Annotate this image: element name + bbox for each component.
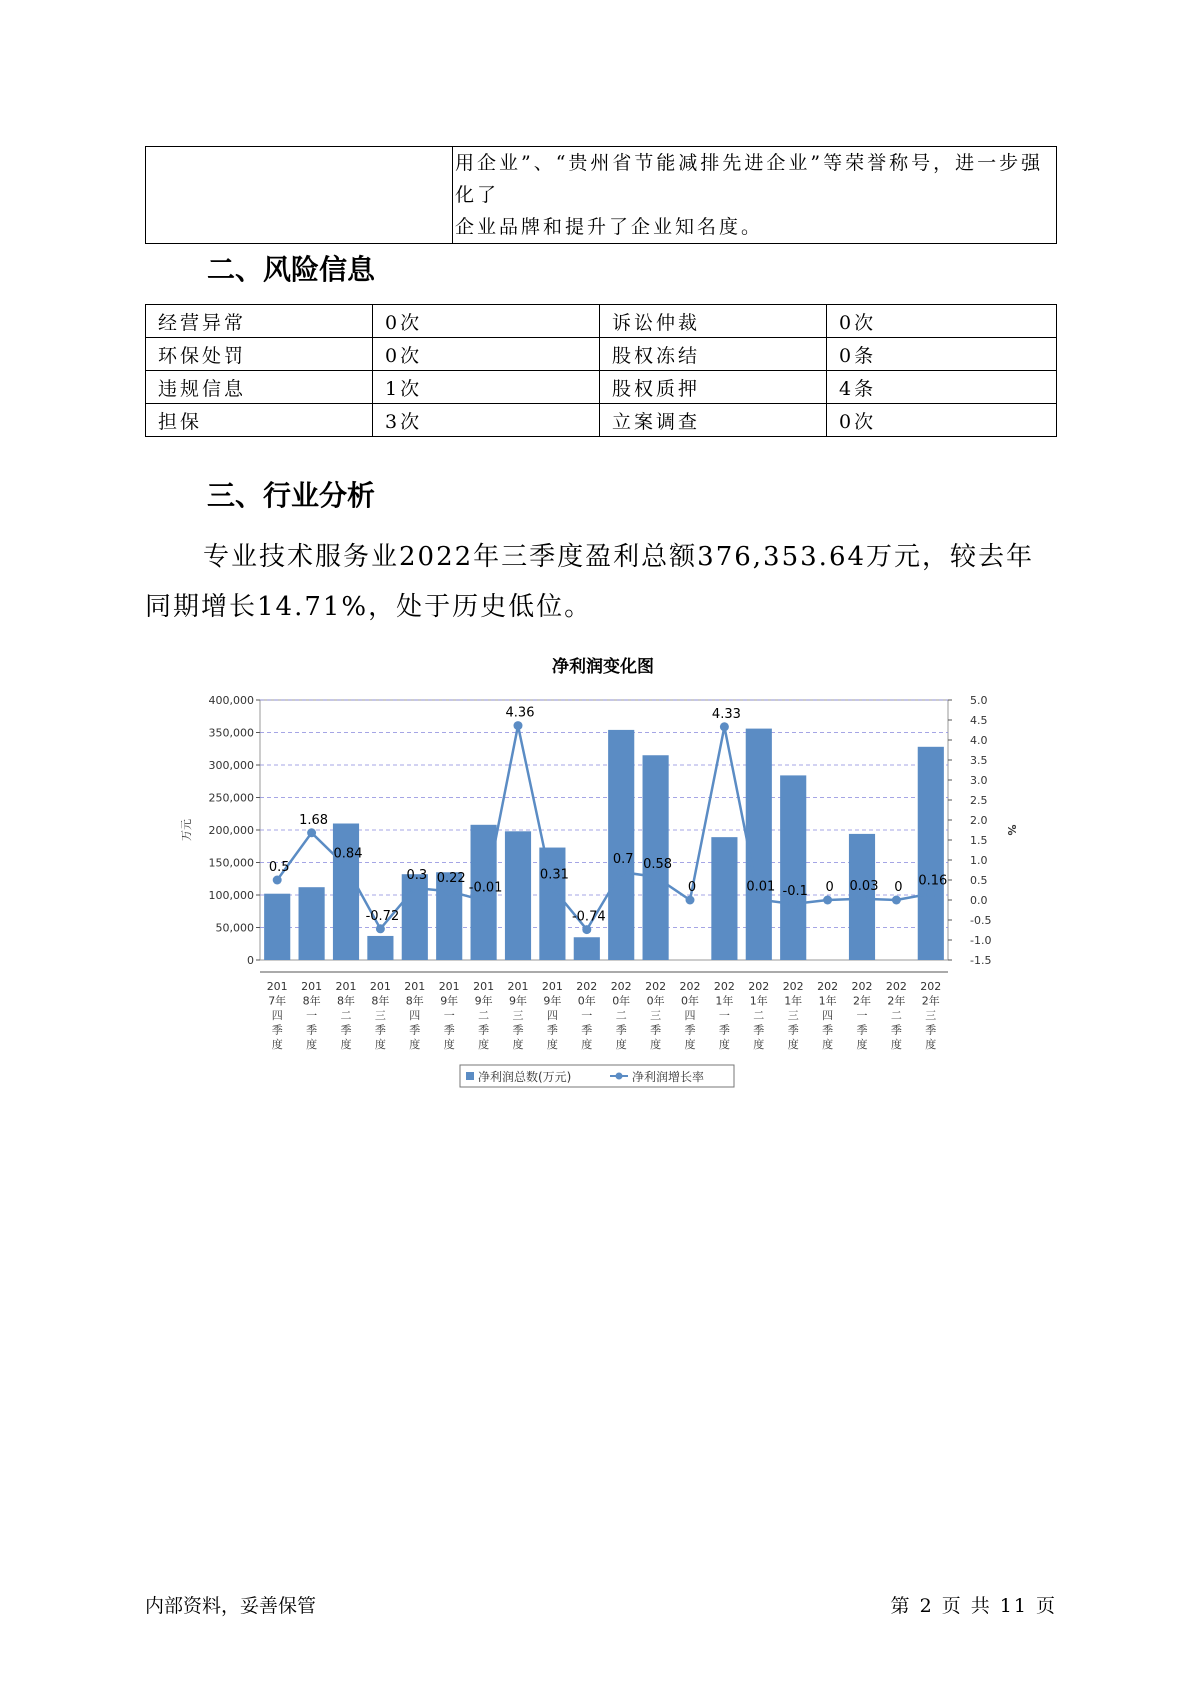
y2-tick-label: -1.5: [970, 954, 992, 967]
y2-tick-label: 3.0: [970, 774, 988, 787]
growth-label: 0.03: [849, 878, 879, 894]
x-tick-label: 201 8年三季度: [369, 980, 391, 1051]
risk-cell: 立案调查: [600, 404, 827, 437]
growth-point: [789, 900, 798, 909]
growth-point: [307, 828, 316, 837]
risk-heading: 二、风险信息: [207, 253, 376, 286]
chart-legend: [460, 1065, 734, 1087]
chart-line: [269, 706, 947, 935]
y2-tick-label: 2.5: [970, 794, 988, 807]
risk-cell: 0次: [373, 305, 600, 338]
risk-cell: 违规信息: [146, 371, 373, 404]
net-profit-chart: [178, 650, 1028, 1110]
chart-axes: [180, 694, 1018, 1051]
risk-row: [146, 404, 1057, 437]
y-tick-label: 150,000: [208, 856, 254, 870]
y2-tick-label: 1.0: [970, 854, 988, 867]
growth-point: [892, 896, 901, 905]
x-tick-label: 201 9年二季度: [473, 980, 495, 1051]
risk-cell: 0次: [827, 404, 1057, 437]
x-tick-label: 201 8年二季度: [335, 980, 357, 1051]
x-tick-label: 201 9年四季度: [541, 980, 563, 1051]
growth-label: 0.22: [436, 871, 466, 887]
risk-cell: 3次: [373, 404, 600, 437]
x-tick-label: 202 2年一季度: [851, 980, 873, 1051]
growth-point: [582, 925, 591, 934]
risk-row: [146, 338, 1057, 371]
x-tick-label: 202 0年二季度: [610, 980, 632, 1051]
continuation-table: [145, 146, 1057, 244]
growth-point: [445, 887, 454, 896]
chart-title: 净利润变化图: [552, 657, 654, 677]
x-tick-label: 202 1年二季度: [748, 980, 770, 1051]
y2-tick-label: 4.5: [970, 714, 988, 727]
bar: [574, 937, 600, 960]
growth-label: 1.68: [299, 812, 329, 828]
y2-tick-label: 0.0: [970, 894, 988, 907]
growth-point: [858, 894, 867, 903]
x-tick-label: 201 7年四季度: [266, 980, 288, 1051]
growth-point: [617, 868, 626, 877]
y-tick-label: 0: [247, 954, 254, 967]
bar: [746, 729, 772, 960]
risk-cell: 环保处罚: [146, 338, 373, 371]
bar: [608, 730, 634, 960]
legend-bar-label: 净利润总数(万元): [478, 1070, 572, 1084]
legend-line-marker: [616, 1073, 623, 1080]
y2-tick-label: -1.0: [970, 934, 992, 947]
growth-point: [686, 896, 695, 905]
risk-row: [146, 305, 1057, 338]
y-axis-title: 万元: [180, 819, 193, 841]
y2-tick-label: 1.5: [970, 834, 988, 847]
bar: [299, 887, 325, 960]
y2-tick-label: 4.0: [970, 734, 988, 747]
risk-cell: 诉讼仲裁: [600, 305, 827, 338]
risk-table: [145, 304, 1057, 437]
risk-row: [146, 371, 1057, 404]
bar: [505, 831, 531, 960]
continuation-empty-cell: [146, 147, 453, 244]
bar: [367, 936, 393, 960]
continuation-line-2: 企业品牌和提升了企业知名度。: [455, 216, 764, 238]
y2-tick-label: 0.5: [970, 874, 988, 887]
x-tick-label: 201 9年一季度: [438, 980, 460, 1051]
growth-label: 0.3: [406, 868, 428, 883]
footer-page-number: 第 2 页 共 11 页: [890, 1595, 1057, 1617]
growth-point: [273, 876, 282, 885]
growth-label: 0.16: [918, 873, 948, 889]
growth-label: 0.7: [612, 852, 634, 867]
growth-point: [823, 896, 832, 905]
growth-point: [926, 889, 935, 898]
x-tick-label: 201 8年四季度: [404, 980, 426, 1051]
x-tick-label: 202 0年四季度: [679, 980, 701, 1051]
industry-heading: 三、行业分析: [207, 479, 376, 512]
bar: [539, 848, 565, 960]
y-tick-label: 50,000: [215, 921, 254, 935]
risk-cell: 4条: [827, 371, 1057, 404]
x-tick-label: 202 1年一季度: [713, 980, 735, 1051]
growth-label: -0.72: [365, 908, 400, 924]
x-tick-label: 202 1年四季度: [817, 980, 839, 1051]
y-tick-label: 100,000: [208, 889, 254, 902]
bar: [711, 837, 737, 960]
bar: [780, 775, 806, 960]
bar: [918, 747, 944, 960]
growth-label: -0.74: [571, 909, 606, 925]
growth-point: [479, 896, 488, 905]
risk-cell: 经营异常: [146, 305, 373, 338]
y-tick-label: 350,000: [208, 726, 254, 740]
legend-line-label: 净利润增长率: [632, 1070, 705, 1084]
y-tick-label: 200,000: [208, 824, 254, 837]
bar: [333, 824, 359, 961]
growth-point: [651, 872, 660, 881]
risk-cell: 0条: [827, 338, 1057, 371]
chart-bars: [264, 729, 944, 960]
growth-label: 0: [894, 880, 903, 895]
risk-cell: 股权质押: [600, 371, 827, 404]
growth-point: [514, 721, 523, 730]
growth-label: 0.01: [746, 879, 776, 895]
footer-confidential: 内部资料，妥善保管: [145, 1595, 317, 1617]
x-tick-label: 202 0年三季度: [645, 980, 667, 1051]
growth-point: [548, 883, 557, 892]
x-tick-label: 202 2年二季度: [885, 980, 907, 1051]
industry-paragraph: 专业技术服务业2022年三季度盈利总额376,353.64万元，较去年同期增长14.71%，处于历史低位。: [145, 542, 1035, 622]
y2-axis-title: %: [1005, 824, 1018, 836]
y-tick-label: 400,000: [208, 694, 254, 707]
risk-cell: 1次: [373, 371, 600, 404]
bar: [264, 894, 290, 960]
growth-point: [410, 884, 419, 893]
chart-svg: [178, 650, 1028, 1110]
risk-cell: 0次: [827, 305, 1057, 338]
growth-point: [720, 722, 729, 731]
growth-label: 0.31: [539, 867, 569, 883]
growth-point: [754, 895, 763, 904]
risk-cell: 担保: [146, 404, 373, 437]
y-tick-label: 300,000: [208, 759, 254, 772]
continuation-text-cell: [453, 147, 1057, 244]
y2-tick-label: 2.0: [970, 814, 988, 827]
growth-line: [277, 726, 931, 930]
growth-point: [342, 862, 351, 871]
growth-label: 0.58: [643, 856, 673, 872]
y-tick-label: 250,000: [208, 791, 254, 805]
risk-cell: 股权冻结: [600, 338, 827, 371]
x-tick-label: 201 9年三季度: [507, 980, 529, 1051]
growth-label: 0.84: [333, 846, 363, 862]
growth-label: 0: [825, 880, 834, 895]
y2-tick-label: -0.5: [970, 914, 992, 927]
growth-label: 4.36: [505, 705, 535, 721]
growth-point: [376, 924, 385, 933]
growth-label: -0.01: [468, 880, 503, 896]
legend-bar-swatch: [466, 1072, 474, 1080]
risk-cell: 0次: [373, 338, 600, 371]
y2-tick-label: 3.5: [970, 754, 988, 767]
growth-label: 4.33: [711, 706, 741, 722]
growth-label: 0.5: [268, 860, 290, 875]
y2-tick-label: 5.0: [970, 694, 988, 707]
continuation-line-1: 用企业”、“贵州省节能减排先进企业”等荣誉称号，进一步强化了: [455, 152, 1044, 206]
x-tick-label: 202 2年三季度: [920, 980, 942, 1051]
x-tick-label: 202 1年三季度: [782, 980, 804, 1051]
growth-label: 0: [687, 880, 697, 895]
x-tick-label: 202 0年一季度: [576, 980, 598, 1051]
x-tick-label: 201 8年一季度: [301, 980, 323, 1051]
growth-label: -0.1: [782, 884, 808, 899]
